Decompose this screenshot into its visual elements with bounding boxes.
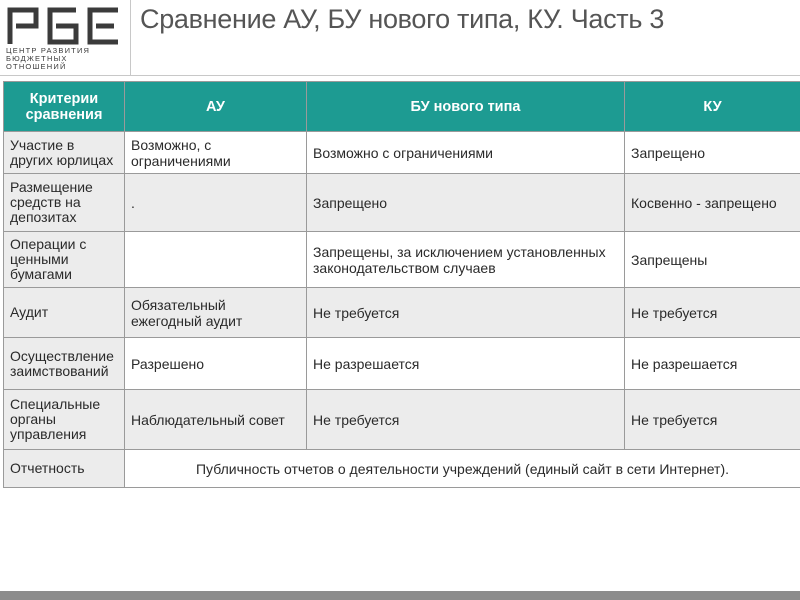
- bu-cell: Не требуется: [307, 390, 625, 450]
- au-cell: .: [125, 174, 307, 232]
- column-header-ku: КУ: [625, 82, 800, 132]
- criterion-cell: Отчетность: [4, 450, 125, 488]
- logo-subtitle: ЦЕНТР РАЗВИТИЯ БЮДЖЕТНЫХ ОТНОШЕНИЙ: [6, 46, 91, 71]
- criterion-cell: Участие в других юрлицах: [4, 132, 125, 174]
- page-title: Сравнение АУ, БУ нового типа, КУ. Часть 3: [140, 4, 665, 34]
- table-row: [4, 450, 800, 488]
- ku-cell: Запрещено: [625, 132, 800, 174]
- criterion-cell: Осуществление заимствований: [4, 338, 125, 390]
- criterion-cell: Операции с ценными бумагами: [4, 232, 125, 288]
- criterion-cell: Аудит: [4, 288, 125, 338]
- table-header-row: [4, 82, 800, 132]
- bu-cell: Возможно с ограничениями: [307, 132, 625, 174]
- au-cell: Обязательный ежегодный аудит: [125, 288, 307, 338]
- au-cell: Возможно, с ограничениями: [125, 132, 307, 174]
- ku-cell: Запрещены: [625, 232, 800, 288]
- criterion-cell: Специальные органы управления: [4, 390, 125, 450]
- bu-cell: Не разрешается: [307, 338, 625, 390]
- footer-bar: [0, 591, 800, 600]
- bu-cell: Запрещены, за исключением установленных законодательством случаев: [307, 232, 625, 288]
- table-row: [4, 232, 800, 288]
- reporting-cell: Публичность отчетов о деятельности учреждений (единый сайт в сети Интернет).: [125, 450, 800, 488]
- table-row: [4, 390, 800, 450]
- comparison-table: [3, 81, 800, 488]
- logo: [0, 0, 131, 76]
- table-row: [4, 174, 800, 232]
- table-row: [4, 288, 800, 338]
- ku-cell: Не разрешается: [625, 338, 800, 390]
- bu-cell: Запрещено: [307, 174, 625, 232]
- criterion-cell: Размещение средств на депозитах: [4, 174, 125, 232]
- ku-cell: Косвенно - запрещено: [625, 174, 800, 232]
- logo-mark-icon: [6, 6, 124, 46]
- header-divider: [0, 75, 800, 76]
- column-header-bu: БУ нового типа: [307, 82, 625, 132]
- table-row: [4, 338, 800, 390]
- table-row: [4, 132, 800, 174]
- au-cell: Разрешено: [125, 338, 307, 390]
- column-header-criteria: Критерии сравнения: [4, 82, 125, 132]
- column-header-au: АУ: [125, 82, 307, 132]
- au-cell: [125, 232, 307, 288]
- ku-cell: Не требуется: [625, 390, 800, 450]
- au-cell: Наблюдательный совет: [125, 390, 307, 450]
- ku-cell: Не требуется: [625, 288, 800, 338]
- bu-cell: Не требуется: [307, 288, 625, 338]
